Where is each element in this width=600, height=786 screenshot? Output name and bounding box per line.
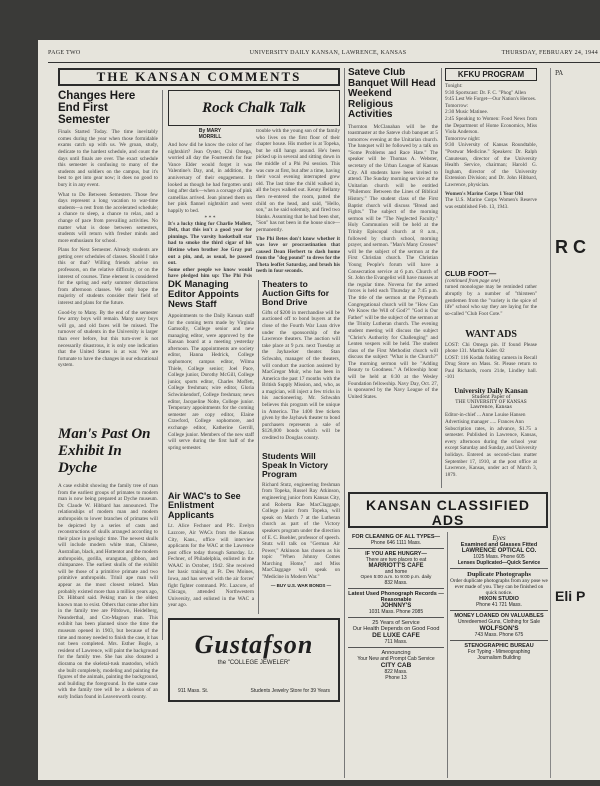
marines-body: The U.S. Marine Corps Women's Reserve was established Feb. 13, 1943. bbox=[445, 197, 537, 210]
kfku-line-7: Tomorrow night: bbox=[445, 135, 481, 142]
dk-article bbox=[168, 280, 254, 490]
column-rule bbox=[447, 532, 448, 778]
eye-icon: Eyes bbox=[492, 534, 506, 542]
classified-right bbox=[450, 532, 548, 778]
column-rule bbox=[344, 68, 345, 778]
speak-article bbox=[262, 452, 340, 614]
gustafson-tagline: the "COLLEGE JEWELER" bbox=[217, 660, 291, 666]
rock-chalk-byline-2: MORRILL bbox=[198, 134, 222, 140]
comments-column bbox=[58, 90, 158, 420]
masthead-title: University Daily Kansan bbox=[454, 388, 528, 395]
rock-chalk-banner bbox=[168, 90, 340, 126]
column-rule bbox=[162, 90, 163, 640]
masthead-adv: Advertising manager ..... Frances Ann bbox=[445, 418, 524, 425]
records-ad: Latest Used Phonograph Records — Reasonable JOHNNY'S 1031 Mass. Phone 2085 bbox=[348, 591, 444, 615]
masthead-box bbox=[445, 388, 537, 488]
issue-date: THURSDAY, FEBRUARY 24, 1944 bbox=[501, 50, 598, 56]
want-ads bbox=[445, 330, 537, 384]
rock-chalk-para-2: It's a lucky thing for Charlie Mollett, Delt, that this isn't a good year for pinnings. The varsity basketball star had to smoke the third cigar of his lifetime when brother Joe Gray put out a pin, and, as usual, he passed out. bbox=[168, 220, 252, 267]
rock-chalk-column-1 bbox=[168, 128, 252, 278]
comments-banner-text: THE KANSAN COMMENTS bbox=[96, 69, 302, 84]
column-rule bbox=[258, 280, 259, 614]
mans-past-body: A case exhibit showing the family tree of man from the earliest groups of primates to modern man is now being prepared at Dyche museum. Dr. Claude W. Hibbard has announced. The relationships of modern man and modern anthropoids to lower branches of primates will be depicted by a series of casts and reconstructions of skulls arranged according to their place in geologic time. The newest skulls will include modern white man, Chinese, Australian, black, and Hottentot and the modern anthropoids, gorilla, orangutan, gibbon, and chimpanzee. The earliest skulls of the exhibit will be those of a primitive primate and two primitive anthropoids. Trinil ape man will appear as the most closest related. Man probably existed more than a million years ago, Dr. Hibbard said. Peking man is the oldest known man to exist. Others that come after him in the family tree are Piltdown, Heidelberg, Neanderthal, and Cro-Magnon man. This exhibit has been planned since the time the museum opened in 1903, but because of the time and money needed to finish the case, it has not been completed. Mrs. Esther Bogle, a resident of Lawrence, will paint the background for the family tree. She has also donated a diorama on the skeletal-tusk mastodon, which she built completely, modeling and painting the figures of the animals, painting the background, and building the foreground. In the same case with the family tree will be a skeleton of an early Indian found in Leavenworth county. bbox=[58, 483, 158, 700]
masthead-editor: Editor-in-chief ... Anne Louise Hansen bbox=[445, 412, 526, 419]
classified-phone bbox=[350, 527, 538, 528]
rock-chalk-column-2 bbox=[256, 128, 340, 278]
kfku-line-6: 2:45 Speaking to Women: Food News from the Department of Home Economics, Miss Viola Anderson. bbox=[445, 115, 537, 136]
club-foot-body: turned monologue may be reminded rather abruptly by a number of "thirsteen" gentlemen from the "variety is the spice of life" school who say they are laying for the so-called "Club Foot Cote." bbox=[445, 284, 537, 317]
want-ad-2: LOST: 116 Kodak folding camera in Recall Drug Store on Mass. St. Please return to Paul Richards, room 214e, Lindley hall. -101 bbox=[445, 354, 537, 381]
comments-headline: Changes Here End First Semester bbox=[58, 90, 136, 127]
gustafson-logo: Gustafson bbox=[194, 630, 314, 659]
kfku-title: KFKU PROGRAM bbox=[445, 68, 537, 81]
theaters-article bbox=[262, 280, 340, 450]
page-header bbox=[48, 50, 600, 62]
newspaper-page bbox=[38, 40, 600, 780]
hungry-ad: IF YOU ARE HUNGRY— There are two places to eat MARRIOTT'S CAFE and home Open 5:00 a.m. to 9:00 p.m. daily 832 Mass. bbox=[360, 551, 432, 586]
mans-past-article bbox=[58, 422, 158, 778]
club-foot-title: CLUB FOOT— bbox=[445, 270, 497, 278]
rock-chalk-title: Rock Chalk Talk bbox=[202, 100, 306, 116]
dk-body: Appointments to the Daily Kansan staff for the coming term made by Virginia Gamsolly, College senior and new managing editor, were approved by the Kansan board at a meeting yesterday afternoon. The appointments are society editor, Hanna Hedrick, College sophomore; campus editor, Wilma Thiele, College senior; Joel Pace, College junior, Dorothy McGill, College junior, sports editor, Charles Moffett, College freshman; wire editor, Gloria Schwinkendorf, College freshman; news editor, Jacqueline Nolte, College junior. Temporary appointments for the coming semester are copy editor, Elaine Crawford, College sophomore, and exchange editor, Katherine Gerrill, College junior. Members of the new staff will serve during the first half of the spring semester. bbox=[168, 312, 254, 451]
want-ad-1: LOST: Chi Omega pin. If found Please phone 131. Martha Kaler. 02 bbox=[445, 341, 537, 355]
speak-body: Richard Stutz, engineering freshman from Topeka, Russel Ray Atkinson, engineering junior from Kansas City, and Roberta Rae MacClaggage, College junior from Topeka, will speak on March 7 at the Lutheran church as part of the Victory speakers program under the direction of E. C. Buehler, professor of speech. Stutz will talk on "German Air Power," Atkinson has chosen as his topic "When Johnny Comes Marching Home," and Miss MacClaggage will speak on "Medicine in Modern War." bbox=[262, 481, 340, 581]
delux-cafe-ad: 25 Years of Service Our Health Depends on Good Food DE LUXE CAFE 711 Mass. bbox=[352, 620, 440, 645]
rock-chalk-stars: * * * bbox=[204, 214, 216, 221]
page-number: PAGE TWO bbox=[48, 50, 81, 56]
theaters-body: Gifts of $200 in merchandise will be auctioned off to bond buyers at the close of the Fourth War Loan drive under the sponsorship of the Lawrence theaters. The auction will take place at 9 p.m. next Tuesday at the Jayhawker theater. Stan Schwahn, manager of the theaters, will conduct the auction assisted by MacGregor Muir, who has been in America the past 17 months with the British Supply Mission, and, who, as a magician, will inject a few tricks in his auctioneering. Mr. Schwahn believes this program will be unique in America. The 1400 free tickets given by the Jayhawk theater to bond purchasers represents a sale of $126,000 bonds which will be credited to Douglas county. bbox=[262, 309, 340, 442]
theaters-headline: Theaters to Auction Gifts for Bond Drive bbox=[262, 280, 330, 307]
classified-banner bbox=[348, 492, 548, 528]
war-bonds-strip: — BUY U.S. WAR BONDS — bbox=[270, 582, 332, 588]
cleaning-ad: FOR CLEANING OF ALL TYPES— Phone 646 1111 Mass. bbox=[351, 534, 440, 546]
sateve-headline: Sateve Club Banquet Will Head Weekend Religious Activities bbox=[348, 68, 436, 120]
club-foot-sub: (continued from page one) bbox=[445, 277, 500, 284]
optical-ad: Eyes Examined and Glasses Fitted LAWRENCE OPTICAL CO. 1025 Mass. Phone 605 Lenses Duplicated—Quick Service bbox=[450, 532, 548, 568]
comments-para-1: Finals Started Today. The time inevitably comes during the year when those formidable exams catch up with us. We groan, study, dedicate to the hardest schedule, and count the days until finals are over. The exact schedule this semester is confusing to many of the students and soldiers on the campus, but it's best to get into gear now; it does no good to bury it in any event. bbox=[58, 129, 158, 188]
wolfson-ad: MONEY LOANED ON VALUABLES Unredeemed Guns, Clothing for Sale WOLFSON'S 743 Mass. Phone 675 bbox=[454, 613, 544, 638]
dk-headline: DK Managing Editor Appoints News Staff bbox=[168, 280, 239, 310]
rock-chalk-para-1: And how did he know the color of her nightshirt? Jean Oyster, Chi Omega, worried all day the Fourteenth for fear Vance Elder would forget it was Valentine's Day, and, in addition, the anniversary of their engagement. It looked as though he had forgotten until long after dark—when a corsage of pink camellias arrived. Jean pinned them on her pink flannel nightshirt and went happily to bed. bbox=[168, 142, 252, 214]
photo-ad: Duplicate Photographs Order duplicate photographs from any pose we ever made of you. They can be finished on quick notice. HIXON STUDIO Phone 41 721 Mass. bbox=[450, 571, 548, 608]
comments-para-2: What to Do Between Semesters. Those few days represent a long vacation to war-time students—a rest from the accelerated schedule; a chance to sleep, a chance to relax, and a change of pace from prevailing activities. No matter what is done between semesters, students will return with fresher minds and more enthusiasm for school. bbox=[58, 191, 158, 244]
rock-chalk-para-5: The Phi Betes don't know whether it was love or procrastination that caused Dean Herbert to dash home from the "dog pound" to dress for the Theta leoffet Saturday, and brush his teeth in four seconds. bbox=[256, 235, 340, 275]
masthead-sub-1: Student Paper of bbox=[471, 395, 511, 401]
adjacent-page-small: Eli P bbox=[555, 588, 586, 604]
column-rule bbox=[441, 68, 442, 488]
adjacent-page-strip bbox=[550, 68, 600, 778]
masthead-body: Subscription rates, in advance, $1.75 a semester. Published in Lawrence, Kansas, every afternoon during the school year except Saturday and Sunday, and University holidays. Entered as second-class matter September 17, 1910, at the post office at Lawrence, Kansas, under act of March 3, 1879. bbox=[445, 425, 537, 478]
rock-chalk-para-4: trouble with the young son of the family who lives on the first floor of their chapter house. His mother is at Topeka, but he still hangs around. He's been picked up in several and sitting down in the middle of a Phi Psi session. This was cute at first, but after a time, having their vocal evening interrupted grew old. The last time the child walked in, all the boys walked out. Kenny Bellamy then re-entered the room, patted the child on the head, and said, "Hello, son," as he said solemnly, and fired two blanks. Assuming that he had been shot, "Son" has not been in the house since—permanently. bbox=[256, 128, 340, 233]
city-cab-ad: Announcing Your New and Prompt Cab Service CITY CAB 822 Mass. Phone 13 bbox=[357, 650, 435, 681]
gustafson-ad bbox=[168, 618, 340, 702]
kfku-program bbox=[445, 68, 537, 268]
masthead-sub-3: Lawrence, Kansas bbox=[470, 405, 512, 411]
club-foot-article bbox=[445, 270, 537, 328]
kfku-line-4: Tomorrow: bbox=[445, 102, 469, 109]
mans-past-headline: Man's Past On Exhibit In Dyche bbox=[58, 426, 151, 476]
kfku-line-5: 2:30 Music Matinee. bbox=[445, 109, 489, 116]
paper-name: UNIVERSITY DAILY KANSAN, LAWRENCE, KANSAS bbox=[249, 50, 407, 56]
rock-chalk-para-3: Some other people we know would have pledged him up: The Phi Psis bbox=[168, 266, 252, 278]
sateve-body: Thornton McClanahan will be the toastmaster at the Sateve club banquet at 5 tomorrow evening at the Unitarian church. The banquet will be followed by a talk on "Some Problems and Race Hate." The speaker will be Thomas A. Webster, secretary of the Urban League of Kansas City. All students have been invited to attend. The Sunday morning service at the Unitarian church will be entitled "Philemon: Between the Lines of Biblical History." The student class of the First Baptist church will discuss "Bread and Fights." The subject of the morning sermon will be "The Neglected Faculty." Holy Communion will be held at the Trinity Episcopal church at 8 a.m., followed by church school, morning prayer, and sermon. "Man's Many Crosses" will be the subject of the sermon at the First Christian church. The Christian Young People's forum will have a Consecration service at 6 p.m. Church of St. John the Evangelist will have masses at the regular time. Novena for the armed forces is held each Thursday at 7:45 p.m. The title of the sermon at the Plymouth Congregational church will be "How Can We Know the Will of God?" "God is Our Father" will be the subject of the sermon at the Trinity Lutheran church. The evening student meeting will discuss the subject "Christ's Authority for Challenging" and Lenten vespers will be held. The student class of the First Methodist church will discuss the subject "What is the Church?" The morning sermon will be "Adding Beauty to Goodness." A fellowship hour will be held at 6:30 at the Wesley Foundation fellowship. Navy Day, Oct. 27, is sponsored by the Navy League of the United States. bbox=[348, 123, 438, 400]
gustafson-years: Students Jewelry Store for 39 Years bbox=[250, 688, 330, 694]
gustafson-address: 911 Mass. St. bbox=[178, 688, 209, 694]
wac-article bbox=[168, 492, 254, 612]
header-rule bbox=[48, 62, 600, 63]
want-ads-title: WANT ADS bbox=[465, 330, 517, 340]
marines-headline: Women's Marine Corps 1 Year Old bbox=[445, 190, 523, 197]
classified-title: KANSAN CLASSIFIED ADS bbox=[365, 497, 530, 528]
adjacent-page-label: PA bbox=[555, 70, 563, 77]
kfku-line-8: 9:30 University of Kansas Roundtable, "Postwar Medicine." Speakers: Dr. Ralph Canuteson, director of the University Health Service, chairman; Harold G. Ingham, director of the University Extension Division; and Dr. John Hibbard, Lawrence, physician. bbox=[445, 142, 537, 188]
steno-ad: STENOGRAPHIC BUREAU For Typing - Mimeographing Journalism Building bbox=[464, 643, 534, 661]
masthead-sub-2: THE UNIVERSITY OF KANSAS bbox=[455, 400, 527, 406]
adjacent-page-headline: R C bbox=[555, 237, 586, 257]
kfku-line-2: 9:30 Sportscast: Dr. F. C. "Phog" Allen bbox=[445, 89, 526, 96]
rock-chalk-byline-1: By MARY bbox=[198, 128, 222, 134]
wac-body: Lt. Alice Fechner and Pfc. Evelyn Lazcore, Air WACs from the Kansas City, Kans., office will interview applicants for the WAC at the Lawrence post office today through Saturday. Lt. Fechner, of Philadelphia, enlisted in the WAAC in October, 1942. She received her basic training at Ft. Des Moines, Iowa, and has served with the air forces' fight fighter command. Pfc. Lazcore, of Chicago, attended Northwestern University, and enlisted in the WAC a year ago. bbox=[168, 523, 254, 609]
comments-para-3: Plans for Next Semester. Already students are getting over schedules of classes. Should I take this or that? Willing friends advise on professors, on the relative difficulty, or on the interest of courses. Time element is considered for the spring and early summer distractions from afternoon classes. We only hope the majority of students consider their field of interest and plans for the future. bbox=[58, 247, 158, 307]
kfku-line-3: 9:45 Lest We Forget—Our Nation's Heroes. bbox=[445, 96, 537, 103]
kfku-line-1: Tonight: bbox=[445, 83, 463, 89]
speak-headline: Students Will Speak In Victory Program bbox=[262, 452, 328, 479]
comments-banner bbox=[58, 68, 340, 86]
sateve-article bbox=[348, 68, 438, 488]
wac-headline: Air WAC's to See Enlistment Applicants bbox=[168, 492, 241, 520]
comments-para-4: Good-by to Many. By the end of the semester few army boys will remain. Many navy boys will go, and old faces will be missed. The turnover of students in the University is larger than ever before, but this turn-over is not necessarily disastrous, it is only one indication that the United States is at war. We are fortunate to have the changes in our educational system. bbox=[58, 309, 158, 369]
classified-left bbox=[348, 532, 444, 778]
